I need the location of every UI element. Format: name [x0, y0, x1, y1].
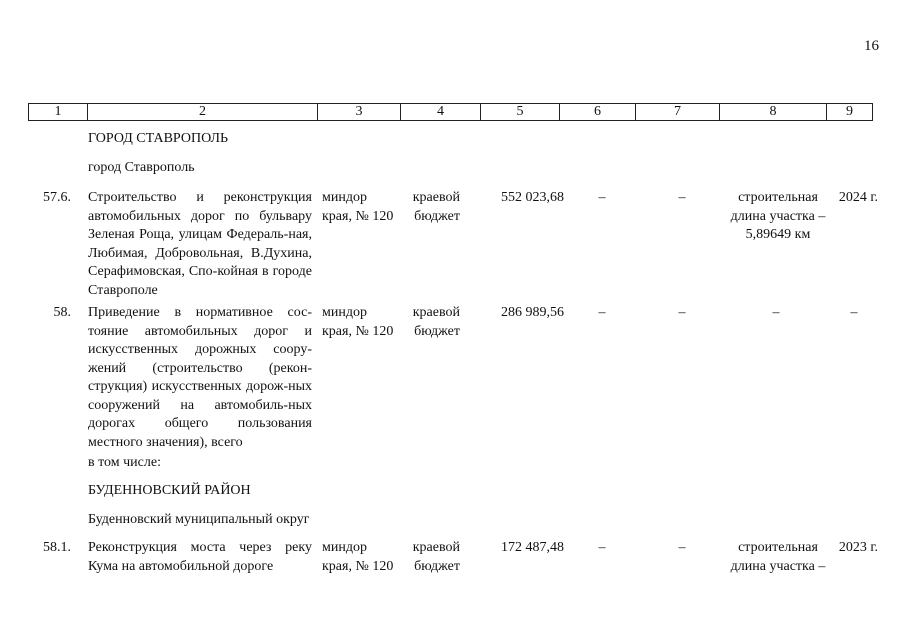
row-col-7: –: [678, 540, 686, 555]
funding-type: бюджет: [414, 208, 460, 224]
header-col-6: 6: [560, 104, 636, 121]
executor-ref: края, № 120: [322, 208, 394, 224]
row-amount: 172 487,48: [501, 540, 564, 555]
row-col-6: –: [598, 305, 606, 320]
row-description: Приведение в нормативное сос-тояние автомобильных дорог и искусственных дорожных соору-жений (строительство (рекон-струкция) искусственных дорож-ных сооружений на автомобиль-ных дорогах общего пользования местного значения), всего: [88, 305, 312, 450]
row-indicator: строительная длина участка – 5,89649 км: [730, 190, 826, 242]
executor-name: миндор: [322, 305, 367, 320]
row-number: 58.1.: [43, 540, 71, 555]
funding-source: краевой: [412, 540, 460, 555]
row-col-7: –: [678, 305, 686, 320]
row-year: 2023 г.: [838, 540, 878, 555]
funding-source: краевой: [412, 305, 460, 320]
row-indicator: –: [772, 305, 780, 320]
row-amount: 286 989,56: [501, 305, 564, 320]
section-subheading-district: Буденновский муниципальный округ: [88, 512, 310, 527]
row-executor: [322, 189, 460, 226]
row-year: –: [850, 305, 858, 320]
row-year: 2024 г.: [838, 190, 878, 205]
row-executor: [322, 539, 460, 576]
executor-name: миндор: [322, 190, 367, 205]
row-col-6: –: [598, 190, 606, 205]
header-col-1: 1: [29, 104, 88, 121]
header-col-8: 8: [720, 104, 827, 121]
executor-name: миндор: [322, 540, 367, 555]
row-number: 57.6.: [43, 190, 71, 205]
header-col-7: 7: [636, 104, 720, 121]
row-executor: [322, 304, 460, 341]
section-subheading-city: город Ставрополь: [88, 160, 195, 175]
row-col-7: –: [678, 190, 686, 205]
funding-source: краевой: [412, 190, 460, 205]
header-col-4: 4: [401, 104, 481, 121]
section-heading-city: ГОРОД СТАВРОПОЛЬ: [88, 131, 229, 146]
header-col-9: 9: [827, 104, 873, 121]
header-col-2: 2: [88, 104, 318, 121]
executor-ref: края, № 120: [322, 558, 394, 574]
section-heading-district: БУДЕННОВСКИЙ РАЙОН: [88, 483, 251, 498]
column-number-header: [28, 103, 873, 121]
row-amount: 552 023,68: [501, 190, 564, 205]
funding-type: бюджет: [414, 558, 460, 574]
row-number: 58.: [53, 305, 71, 320]
including-label: в том числе:: [88, 455, 161, 470]
executor-ref: края, № 120: [322, 323, 394, 339]
row-description: Строительство и реконструкция автомобильных дорог по бульвару Зеленая Роща, улицам Федераль-ная, Любимая, Добровольная, В.Духина, Серафимовская, Спо-койная в городе Ставрополе: [88, 190, 312, 298]
header-col-3: 3: [318, 104, 401, 121]
row-indicator: строительная длина участка –: [730, 540, 826, 574]
funding-type: бюджет: [414, 323, 460, 339]
header-col-5: 5: [481, 104, 560, 121]
row-col-6: –: [598, 540, 606, 555]
page-number: 16: [864, 38, 879, 54]
row-description: Реконструкция моста через реку Кума на автомобильной дороге: [88, 540, 312, 574]
